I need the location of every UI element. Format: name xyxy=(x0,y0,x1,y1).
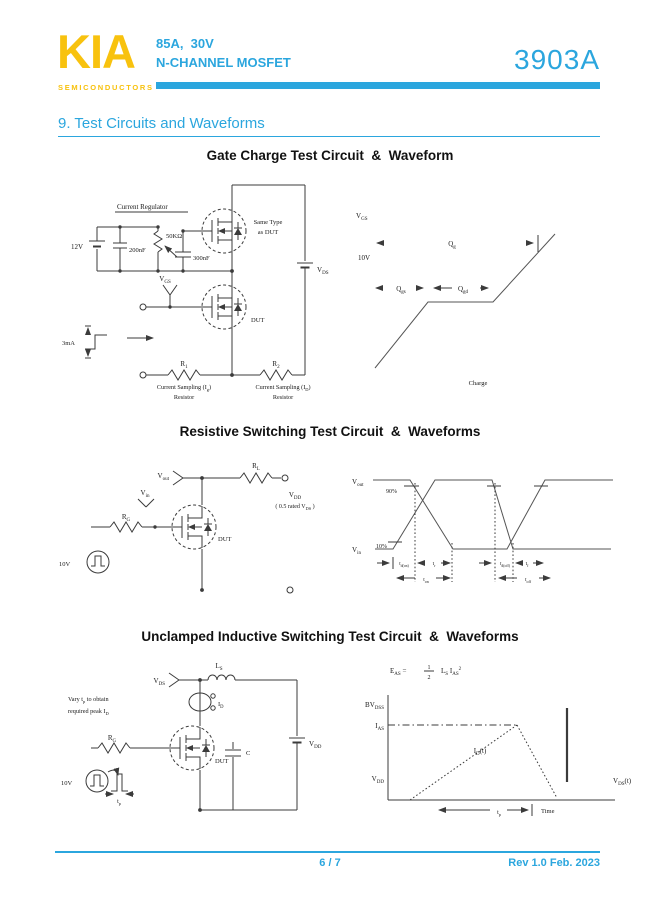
footer-rule xyxy=(55,851,600,853)
mosfet-same-type xyxy=(202,209,246,253)
bias-current-label: 3mA xyxy=(62,340,75,347)
vin-trace xyxy=(375,480,611,549)
kia-logo: KIA xyxy=(57,25,135,78)
vdd-level-label: $V_{DD}$ xyxy=(371,775,384,786)
td-off-label: $t_{d(off)}$ xyxy=(499,561,511,569)
rg-label: $R_G$ xyxy=(121,513,131,524)
uis-test-circuit xyxy=(61,662,322,812)
mosfet-dut xyxy=(170,726,214,770)
pulse-10v-label: 10V xyxy=(61,780,73,787)
dut-label: DUT xyxy=(251,317,265,324)
vds-probe-label: $V_{DS}$ xyxy=(153,677,165,688)
qgs-label: $Q_{gs}$ xyxy=(396,285,406,296)
vout-trace-label: $V_{out}$ xyxy=(352,478,364,489)
r1-caption-1: Current Sampling $(I_g)$ xyxy=(156,384,212,393)
tp-span-label: $t_p$ xyxy=(497,810,501,818)
pot-50k-label: 50KΩ xyxy=(166,233,183,240)
fraction-denominator: 2 xyxy=(427,675,431,681)
resistive-test-circuit xyxy=(59,462,315,593)
mosfet-dut xyxy=(202,285,246,329)
p10-label: 10% xyxy=(376,544,387,550)
vgs-curve xyxy=(375,234,555,368)
cap-200nf-label: 200nF xyxy=(129,247,146,254)
level-10v-label: 10V xyxy=(358,254,371,262)
gate-drive-branch xyxy=(62,275,202,358)
supply-12v-label: 12V xyxy=(71,243,84,251)
vdd-label: $V_{DD}$ xyxy=(288,491,302,502)
switching-waveforms xyxy=(352,478,613,584)
r1-label: $R_1$ xyxy=(180,360,188,371)
fraction-numerator: 1 xyxy=(427,665,431,671)
vgs-probe-label: $V_{GS}$ xyxy=(159,275,171,286)
dut-label: DUT xyxy=(215,758,229,765)
uis-note-2: required peak $I_D$ xyxy=(68,708,109,717)
sampling-resistors xyxy=(140,360,311,401)
ias-label: $I_{AS}$ xyxy=(375,722,384,733)
page-number: 6 / 7 xyxy=(319,857,341,869)
time-axis-label: Time xyxy=(541,808,555,815)
cap-c-label: C xyxy=(246,750,251,757)
r2-caption-1: Current Sampling $(I_D)$ xyxy=(255,384,311,393)
part-number: 3903A xyxy=(514,44,600,75)
vin-trace-label: $V_{in}$ xyxy=(352,546,361,557)
device-type: N-CHANNEL MOSFET xyxy=(156,55,291,70)
kia-logo-subtext: SEMICONDUCTORS xyxy=(58,83,154,92)
qgd-label: $Q_{gd}$ xyxy=(457,285,469,296)
uis-diagram xyxy=(55,650,645,845)
charge-axis-label: Charge xyxy=(468,380,488,387)
figure3-title: Unclamped Inductive Switching Test Circuit & Waveforms xyxy=(141,629,519,644)
cap-300nf-label: 300nF xyxy=(193,255,210,262)
id-ramp xyxy=(410,725,557,800)
toff-label: $t_{off}$ xyxy=(524,577,532,585)
td-on-label: $t_{d(on)}$ xyxy=(399,561,409,569)
ls-label: $L_S$ xyxy=(215,662,223,673)
tr-label: $t_r$ xyxy=(432,561,436,569)
vout-probe-label: $V_{out}$ xyxy=(157,472,169,483)
revision-label: Rev 1.0 Feb. 2023 xyxy=(508,857,600,869)
section-title: 9. Test Circuits and Waveforms xyxy=(58,115,265,132)
r2-caption-2: Resistor xyxy=(272,394,294,401)
uis-note-1: Vary $t_p$ to obtain xyxy=(68,696,109,705)
gate-charge-main-loop xyxy=(146,185,329,377)
eas-formula-lhs: $E_{AS}$ = xyxy=(390,667,407,678)
mosfet-dut xyxy=(172,505,216,549)
eas-formula-rhs: $L_S$ $I_{AS}^2$ xyxy=(441,667,462,678)
vdd-note: ( 0.5 rated $V_{DS}$ ) xyxy=(275,504,315,512)
id-t-label: $I_D(t)$ xyxy=(473,747,487,758)
bvdss-label: $BV_{DSS}$ xyxy=(365,701,384,712)
vin-probe-label: $V_{in}$ xyxy=(140,489,150,500)
p90-label: 90% xyxy=(386,489,397,495)
section-underline xyxy=(58,136,600,137)
device-rating: 85A, 30V xyxy=(156,36,214,51)
regulator-label: Current Regulator xyxy=(117,203,168,211)
tf-label: $t_f$ xyxy=(525,561,529,569)
rg-label: $R_G$ xyxy=(107,734,117,745)
same-type-label-1: Same Type xyxy=(253,219,283,226)
dut-label: DUT xyxy=(218,536,232,543)
same-type-label-2: as DUT xyxy=(257,229,279,236)
current-regulator-block xyxy=(71,203,232,273)
qg-label: $Q_g$ xyxy=(448,240,456,251)
pulse-10v-label: 10V xyxy=(59,561,71,568)
gate-charge-circuit-diagram xyxy=(55,175,365,415)
r2-label: $R_2$ xyxy=(272,360,280,371)
uis-waveform xyxy=(365,665,632,817)
id-probe-label: $I_D$ xyxy=(218,701,224,711)
header-accent-bar xyxy=(156,82,600,89)
axes xyxy=(388,695,615,800)
vds-supply-label: $V_{DS}$ xyxy=(317,266,329,277)
ton-label: $t_{on}$ xyxy=(423,577,429,585)
vds-t-label: $V_{DS}(t)$ xyxy=(613,777,632,788)
gate-charge-waveform xyxy=(350,180,640,405)
resistive-switching-diagram xyxy=(55,445,645,630)
tp-width-label: $t_p$ xyxy=(117,799,121,807)
vgs-axis-label: $V_{GS}$ xyxy=(356,212,368,223)
vout-trace xyxy=(373,480,613,549)
rl-label: $R_L$ xyxy=(252,462,260,473)
r1-caption-2: Resistor xyxy=(173,394,195,401)
figure1-title: Gate Charge Test Circuit & Waveform xyxy=(206,148,454,163)
vdd-label: $V_{DD}$ xyxy=(309,740,322,751)
figure2-title: Resistive Switching Test Circuit & Waveforms xyxy=(179,424,481,439)
